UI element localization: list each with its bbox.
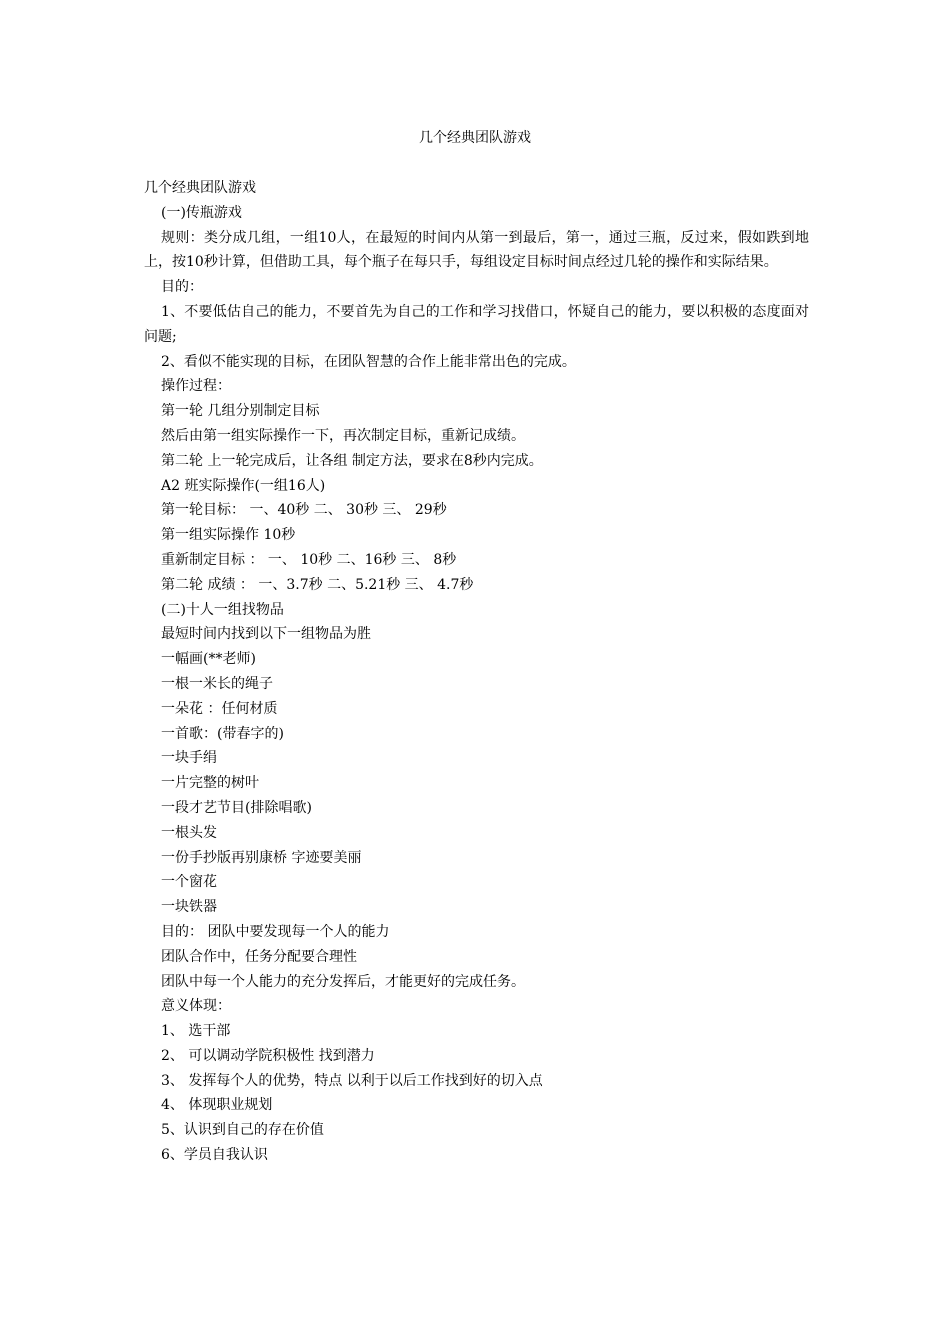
team-full-text: 团队中每一个人能力的充分发挥后，才能更好的完成任务。 xyxy=(161,973,525,990)
round-1-text: 第一轮 几组分别制定目标 xyxy=(161,403,320,420)
list-item: 一幅画(**老师) xyxy=(161,651,256,668)
meaning-item: 3、 发挥每个人的优势，特点 以利于以后工作找到好的切入点 xyxy=(161,1072,543,1089)
find-intro: 最短时间内找到以下一组物品为胜 xyxy=(161,626,371,643)
list-item: 一朵花 ：任何材质 xyxy=(161,700,278,717)
list-item: 一块铁器 xyxy=(161,899,217,916)
purpose-item-2: 2、看似不能实现的目标，在团队智慧的合作上能非常出色的完成。 xyxy=(161,353,576,370)
list-item: 一片完整的树叶 xyxy=(161,775,259,792)
group-1-actual: 第一组实际操作 10秒 xyxy=(161,527,296,544)
purpose-label: 目的： xyxy=(161,279,203,296)
list-item: 一份手抄版再别康桥 字迹要美丽 xyxy=(161,849,362,866)
cooperation-text: 团队合作中，任务分配要合理性 xyxy=(161,948,357,965)
meaning-item: 5、认识到自己的存在价值 xyxy=(161,1122,324,1139)
round-1-target: 第一轮目标： 一、40秒 二、 30秒 三、 29秒 xyxy=(161,502,447,519)
section-title-find-items: (二)十人一组找物品 xyxy=(161,601,284,618)
reset-target: 重新制定目标 ： 一、 10秒 二、16秒 三、 8秒 xyxy=(161,551,457,568)
meaning-item: 6、学员自我认识 xyxy=(161,1147,268,1164)
purpose-item-1: 1、不要低估自己的能力，不要首先为自己的工作和学习找借口，怀疑自己的能力，要以积极的态度面对问题; xyxy=(144,303,809,345)
process-label: 操作过程： xyxy=(161,378,231,395)
meaning-item: 2、 可以调动学院积极性 找到潜力 xyxy=(161,1047,375,1064)
round-2-result: 第二轮 成绩 ： 一、3.7秒 二、5.21秒 三、 4.7秒 xyxy=(161,576,474,593)
a2-class-text: A2 班实际操作(一组16人) xyxy=(161,477,326,494)
list-item: 一个窗花 xyxy=(161,874,217,891)
list-item: 一块手绢 xyxy=(161,750,217,767)
document-title: 几个经典团队游戏 xyxy=(419,130,531,146)
section-title-bottle-game: (一)传瓶游戏 xyxy=(161,204,242,221)
purpose-2: 目的： 团队中要发现每一个人的能力 xyxy=(161,923,390,940)
list-item: 一根头发 xyxy=(161,824,217,841)
list-item: 一段才艺节目(排除唱歌) xyxy=(161,799,312,816)
meaning-item: 4、 体现职业规划 xyxy=(161,1097,273,1114)
list-item: 一首歌：(带春字的) xyxy=(161,725,284,742)
round-2-text: 第二轮 上一轮完成后，让各组 制定方法，要求在8秒内完成。 xyxy=(161,452,543,469)
rules-paragraph: 规则：类分成几组，一组10人，在最短的时间内从第一到最后，第一，通过三瓶，反过来，假如跌到地上，按10秒计算，但借助工具，每个瓶子在每只手，每组设定目标时间点经过几轮的操作和实际结果。 xyxy=(144,229,809,271)
meaning-label: 意义体现： xyxy=(161,998,231,1015)
document-body xyxy=(144,176,809,1168)
meaning-item: 1、 选干部 xyxy=(161,1023,231,1040)
body-heading: 几个经典团队游戏 xyxy=(144,180,256,196)
list-item: 一根一米长的绳子 xyxy=(161,675,273,692)
then-text: 然后由第一组实际操作一下，再次制定目标，重新记成绩。 xyxy=(161,427,525,444)
